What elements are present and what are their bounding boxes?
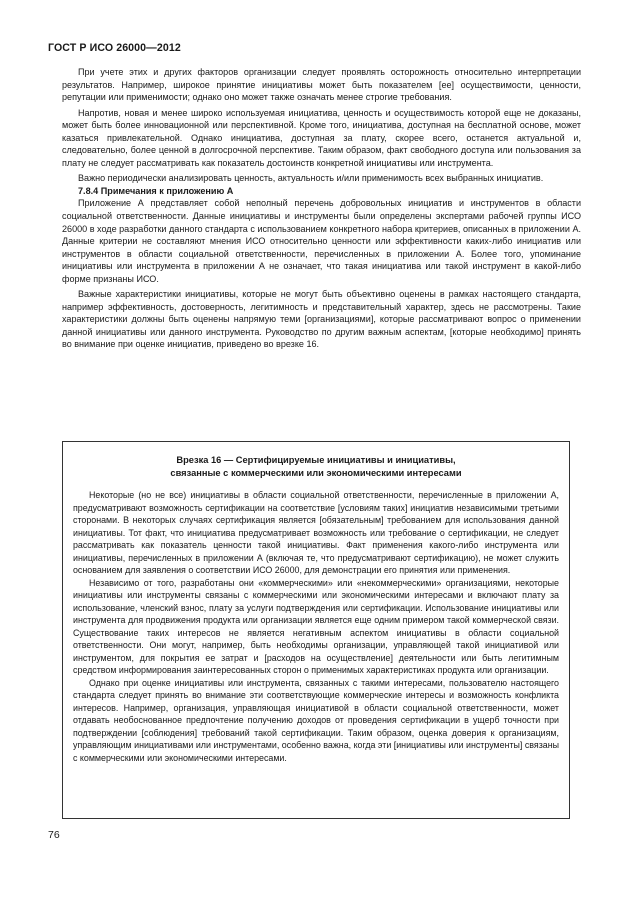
box-title-line: Врезка 16 — Сертифицируемые инициативы и инициативы, (176, 455, 456, 465)
paragraph: Важные характеристики инициативы, которые не могут быть объективно оценены в рамках настоящего стандарта, например эффективность, достоверность, легитимность и представительный характер, здесь не рассмотрены. Такие характеристики должны быть оценены напрямую теми [организациями], которые рассматривают вопрос о применении данной инициативы или данного инструмента. Руководство по другим важным аспектам, [которые необходимо] принять во внимание при оценке инициатив, приведено во врезке 16. (62, 289, 581, 350)
paragraph: Важно периодически анализировать ценность, актуальность и/или применимость всех выбранных инициатив. (78, 173, 544, 184)
paragraph: Приложение А представляет собой неполный перечень добровольных инициатив и инструментов в области социальной ответственности. Данные инициативы и инструменты были определены экспертами рабочей группы ИСО 26000 в ходе разработки данного стандарта с использованием конкретного набора критериев, описанных в приложении А. Данные критерии не составляют мнения ИСО относительно ценности или эффективности каких-либо инициатив или инструментов в области социальной ответственности, перечисленных в приложении А. Более того, упоминание инициативы или инструмента в приложении А не означает, что такая инициатива или такой инструмент в какой-либо форме признаны ИСО. (62, 198, 581, 284)
page-number: 76 (48, 829, 60, 841)
box-paragraph: Независимо от того, разработаны они «коммерческими» или «некоммерческими» организациями, некоторые инициативы или инструменты связаны с коммерческими или экономическими интересами и включают плату за использование, членский взнос, плату за услуги подтверждения или сертификации. Использование инициативы или инструмента для продвижения продукта или организации является еще одним примером такой коммерческой связи. Существование таких интересов не является негативным аспектом инициативы в области социальной ответственности. Они могут, например, быть необходимы организации, управляющей такой инициативой или инструментом, для покрытия ее затрат и [расходов на осуществление] деятельности или быть легитимным средством информирования заинтересованных сторон о применимых характеристиках продукта или организации. (73, 577, 559, 675)
paragraph: При учете этих и других факторов организации следует проявлять осторожность относительно интерпретации результатов. Например, широкое принятие инициативы может быть показателем [ее] осуществимости, ценности, репутации или применимости; однако оно может также означать менее строгие требования. (62, 67, 581, 103)
main-text (62, 66, 581, 351)
box-paragraph: Некоторые (но не все) инициативы в области социальной ответственности, перечисленные в приложении А, предусматривают возможность сертификации на соответствие [условиям таких] инициатив независимыми третьими сторонами. В некоторых случаях сертификация является [обязательным] требованием для использования данной инициативы. Тот факт, что инициатива предусматривает возможность или требование о сертификации, не следует рассматривать как показатель ценности такой инициативы. Факт применения какого-либо инструмента или инициативы, перечисленных в приложении А (включая те, что предусматривают сертификацию), не может служить основанием для заявления о соответствии ИСО 26000, для демонстрации его принятия или применения. (73, 490, 559, 575)
page-header-title: ГОСТ Р ИСО 26000—2012 (48, 42, 181, 54)
box-title-line: связанные с коммерческими или экономическими интересами (170, 467, 462, 478)
section-heading: 7.8.4 Примечания к приложению А (78, 185, 234, 196)
box-title (63, 454, 569, 479)
insert-box-16 (62, 441, 570, 819)
box-paragraph: Однако при оценке инициативы или инструмента, связанных с такими интересами, пользователю настоящего стандарта следует принять во внимание эти соответствующие коммерческие интересы и возможность конфликта интересов. Например, организация, управляющая инициативой в области социальной ответственности, может отдавать необоснованное предпочтение получению доходов от проведения сертификации в ущерб точности при подтверждении [соблюдения] требований такой сертификации. Таким образом, оценка доверия к организациям, управляющим инициативами или инструментами, особенно важна, когда эти [инициативы или инструменты] связаны с коммерческими или экономическими интересами. (73, 677, 559, 763)
box-body (73, 489, 559, 764)
paragraph: Напротив, новая и менее широко используемая инициатива, ценность и осуществимость которой еще не доказаны, может быть более инновационной или перспективной. Кроме того, инициатива, доступная на бесплатной основе, может казаться привлекательной. Однако инициатива, доступная за плату, скорее всего, останется актуальной и, следовательно, более ценной в долгосрочной перспективе. Таким образом, факт свободного доступа или пользования за плату не следует рассматривать как показатель достоинств конкретной инициативы или инструмента. (62, 107, 581, 168)
